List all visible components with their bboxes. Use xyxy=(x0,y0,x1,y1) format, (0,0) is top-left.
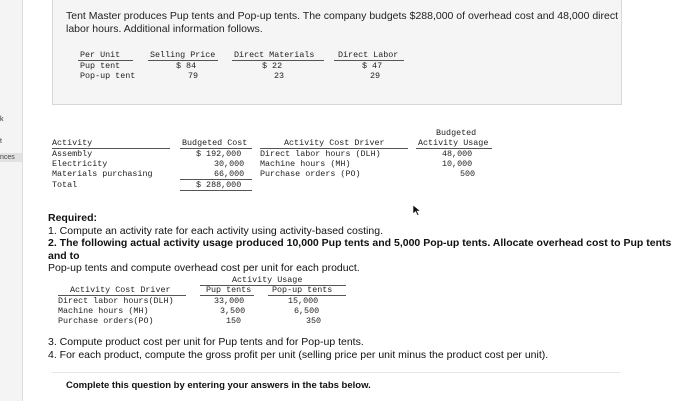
complete-instruction: Complete this question by entering your answers in the tabs below. xyxy=(66,380,371,391)
required-item-3: 3. Compute product cost per unit for Pup tents and for Pop-up tents. xyxy=(48,336,364,348)
nav-fragment[interactable]: k xyxy=(0,116,4,123)
cell-direct-materials: $ 22 xyxy=(262,61,283,71)
cell-cost: 30,000 xyxy=(214,159,245,169)
cell-usage: 48,000 xyxy=(442,149,473,159)
cell-driver: Direct labor hours (DLH) xyxy=(260,149,381,159)
cell-selling-price: $ 84 xyxy=(176,61,197,71)
row-activity: Electricity xyxy=(52,159,108,169)
cell-direct-labor: $ 47 xyxy=(362,61,383,71)
row-driver: Direct labor hours(DLH) xyxy=(58,296,174,306)
group-header-activity-usage: Activity Usage xyxy=(232,275,303,285)
cell-selling-price: 79 xyxy=(188,71,199,81)
nav-fragment-active[interactable]: nces xyxy=(0,153,22,162)
required-item-1: 1. Compute an activity rate for each activity using activity-based costing. xyxy=(48,224,383,237)
row-driver: Purchase orders(PO) xyxy=(58,316,154,326)
row-label: Pop-up tent xyxy=(80,71,136,81)
required-item-4: 4. For each product, compute the gross profit per unit (selling price per unit minus the product cost per unit). xyxy=(48,348,549,361)
cell-popup: 350 xyxy=(306,316,322,326)
cell-driver: Machine hours (MH) xyxy=(260,159,351,169)
cell-pup: 33,000 xyxy=(214,296,245,306)
required-item-2-cont: Pop-up tents and compute overhead cost per unit for each product. xyxy=(48,262,360,274)
cell-pup: 150 xyxy=(226,316,242,326)
cell-usage: 10,000 xyxy=(442,159,473,169)
col-header-selling-price: Selling Price xyxy=(150,50,216,60)
cell-driver: Purchase orders (PO) xyxy=(260,169,361,179)
intro-line-2: labor hours. Additional information follows. xyxy=(66,23,263,35)
cell-usage: 500 xyxy=(460,169,476,179)
required-section-continued xyxy=(48,336,688,361)
cell-cost-total: $ 288,000 xyxy=(196,180,242,190)
col-header-activity-cost-driver: Activity Cost Driver xyxy=(284,138,385,148)
col-header-activity-usage: Activity Usage xyxy=(418,138,489,148)
intro-line-1: Tent Master produces Pup tents and Pop-up tents. The company budgets $288,000 of overhead cost and 48,000 direct xyxy=(66,10,619,22)
col-header-pup-tents: Pup tents xyxy=(206,285,252,295)
section-divider xyxy=(52,372,620,373)
required-item-2: 2. The following actual activity usage produced 10,000 Pup tents and 5,000 Pop-up tents. Allocate overhead cost to Pup tents and to xyxy=(48,237,672,262)
required-heading: Required: xyxy=(48,212,98,224)
cell-pup: 3,500 xyxy=(220,306,246,316)
col-header-activity: Activity xyxy=(52,138,93,148)
col-header-budgeted: Budgeted xyxy=(436,128,477,138)
nav-fragment[interactable]: t xyxy=(0,138,2,145)
cell-direct-labor: 29 xyxy=(370,71,381,81)
row-activity: Materials purchasing xyxy=(52,169,153,179)
cell-popup: 15,000 xyxy=(288,296,319,306)
col-header-popup-tents: Pop-up tents xyxy=(272,285,333,295)
col-header-activity-cost-driver: Activity Cost Driver xyxy=(70,285,171,295)
cell-cost: $ 192,000 xyxy=(196,149,242,159)
col-header-per-unit: Per Unit xyxy=(80,50,121,60)
col-header-budgeted-cost: Budgeted Cost xyxy=(182,138,248,148)
row-driver: Machine hours (MH) xyxy=(58,306,149,316)
row-label: Pup tent xyxy=(80,61,121,71)
cell-direct-materials: 23 xyxy=(274,71,285,81)
col-header-direct-labor: Direct Labor xyxy=(338,50,399,60)
col-header-direct-materials: Direct Materials xyxy=(234,50,315,60)
cell-popup: 6,500 xyxy=(294,306,320,316)
row-activity-total: Total xyxy=(52,180,78,190)
cell-cost: 66,000 xyxy=(214,169,245,179)
row-activity: Assembly xyxy=(52,149,93,159)
